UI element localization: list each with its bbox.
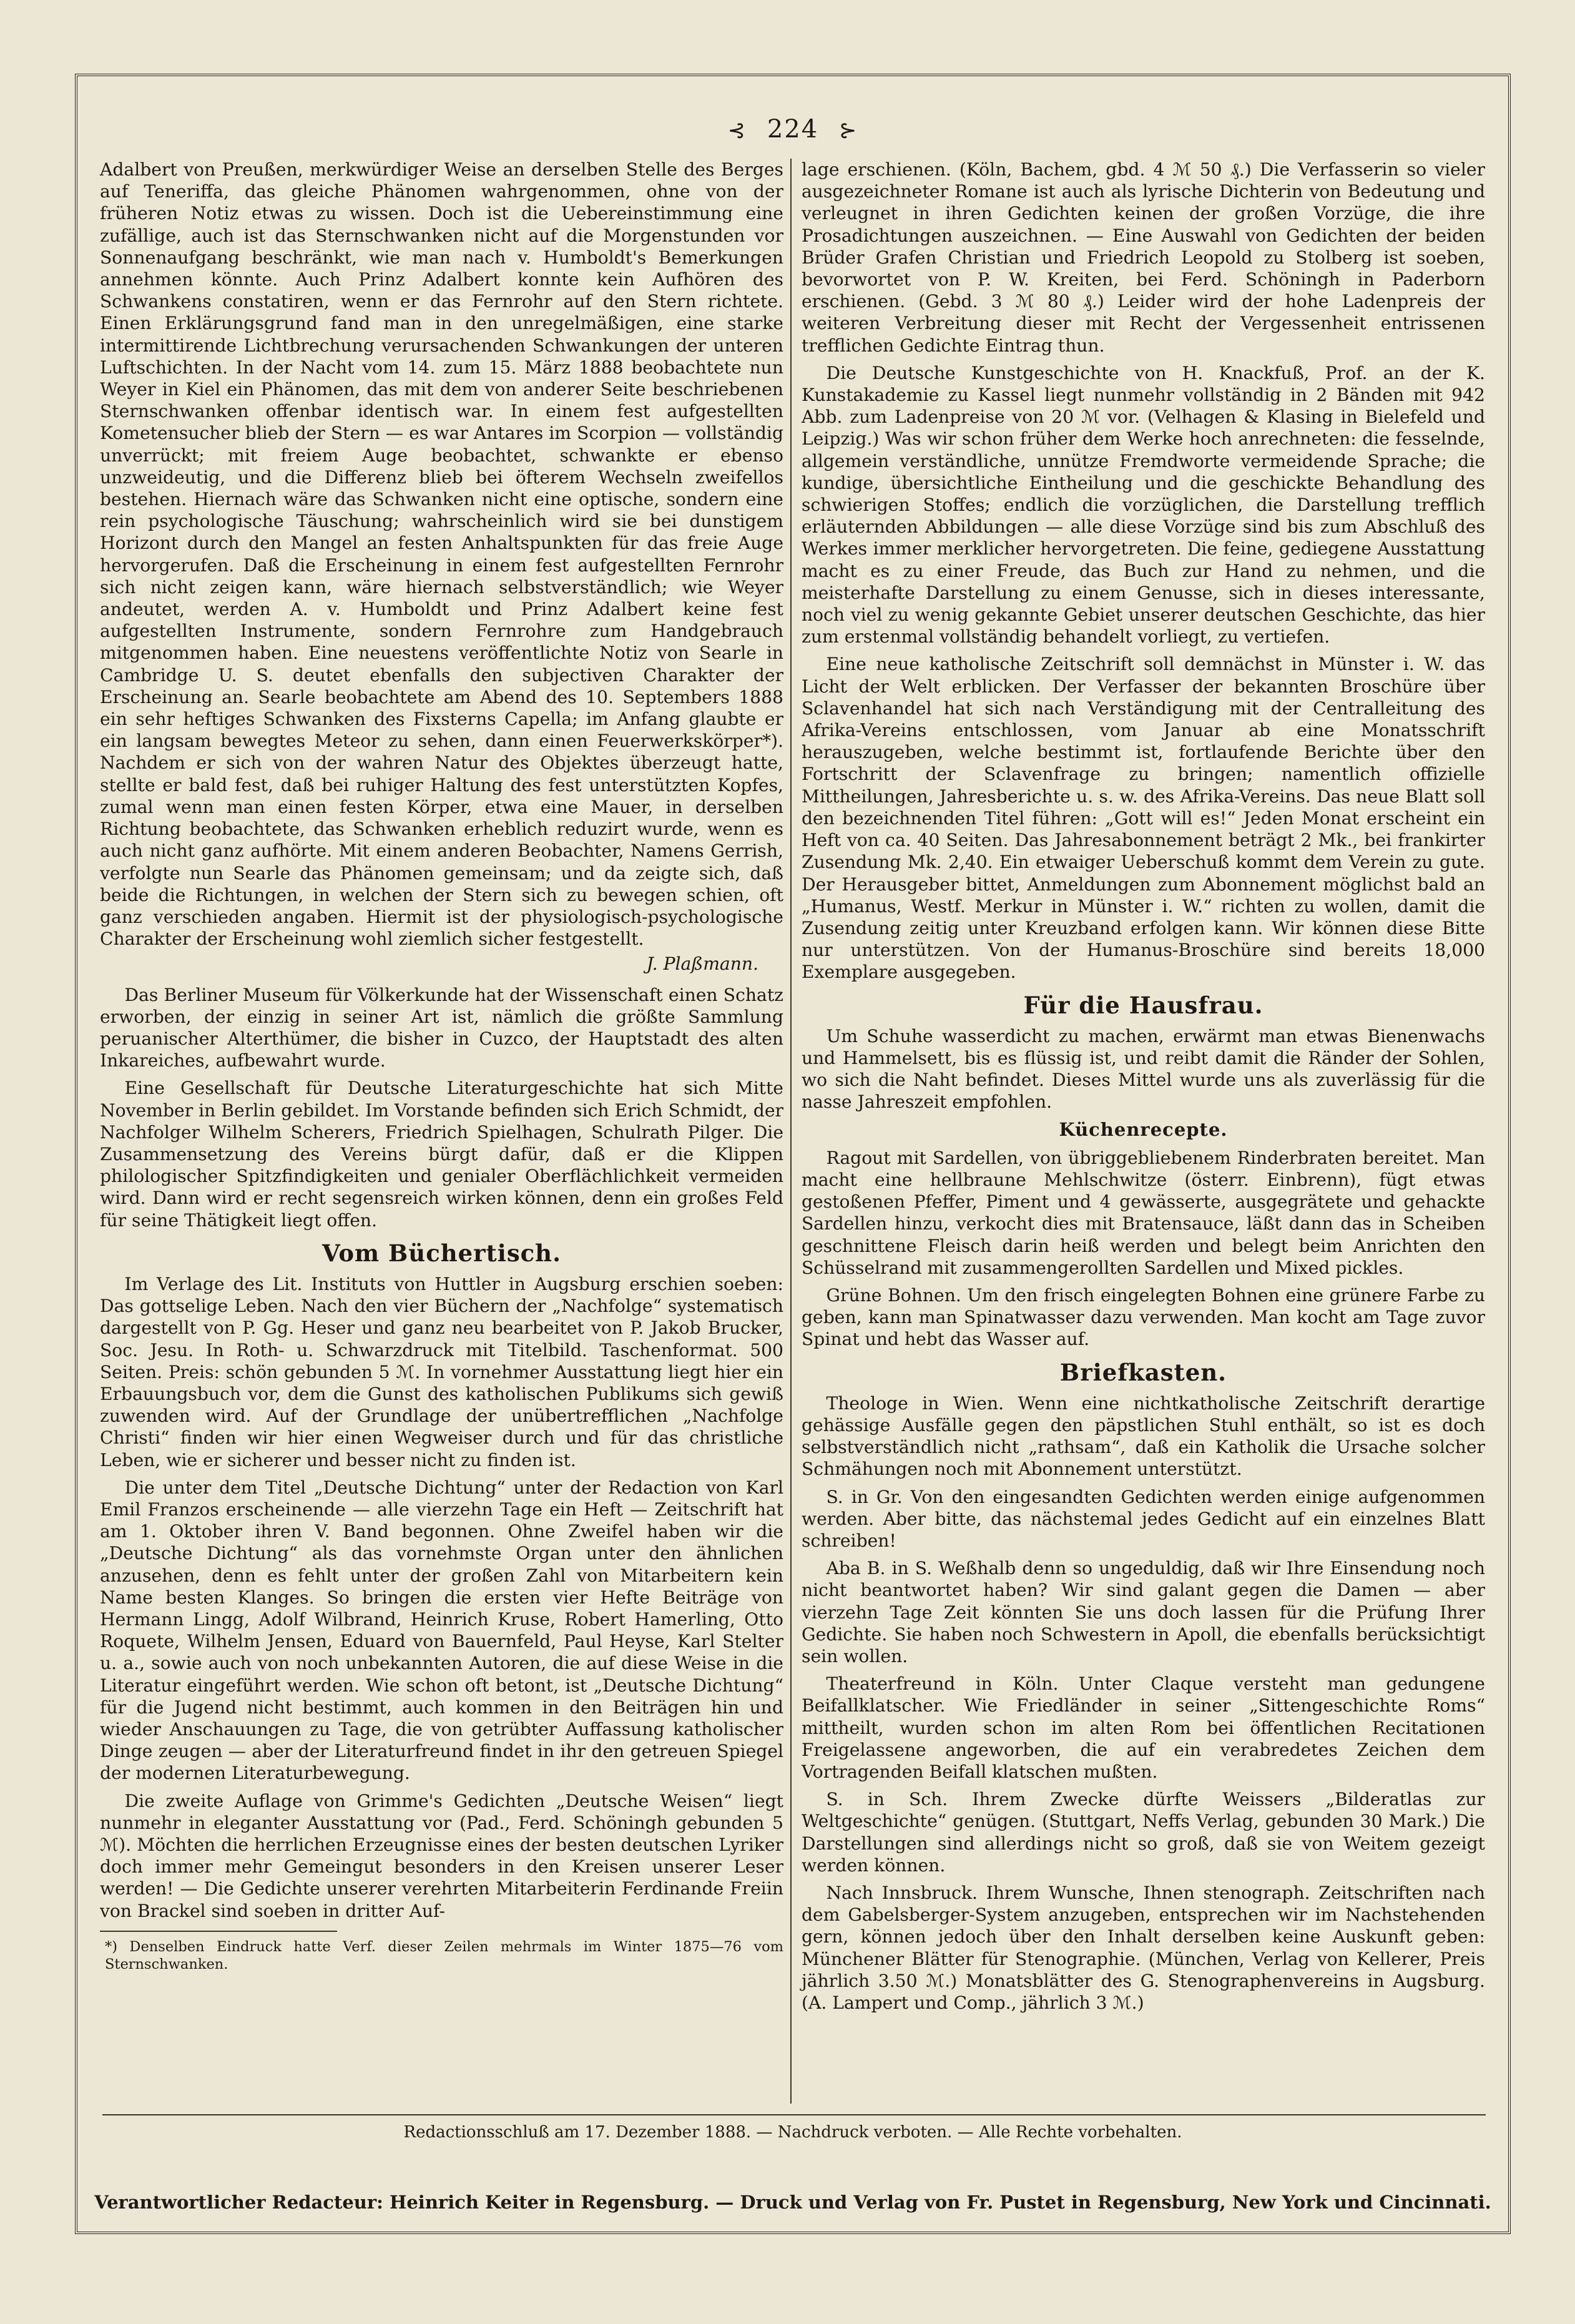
paragraph-brackel-cont: lage erschienen. (Köln, Bachem, gbd. 4 ℳ 50 ₰.) Die Verfasserin so vieler ausgezeichneter Romane ist auch als lyrische Dichterin von Bedeutung und verleugnet in ihren Gedichten keinen der großen Vorzüge, die ihre Prosadichtungen auszeichnen. — Eine Auswahl von Gedichten der beiden Brüder Grafen Christian und Friedrich Leopold zu Stolberg ist soeben, bevorwortet von P. W. Kreiten, bei Ferd. Schöningh in Paderborn erschienen. (Gebd. 3 ℳ 80 ₰.) Leider wird der hohe Ladenpreis der weiteren Verbreitung dieser mit Recht der Vergessenheit entrissenen trefflichen Gedichte Eintrag thun. (802, 159, 1485, 356)
paragraph-gottselige-leben: Im Verlage des Lit. Instituts von Huttler in Augsburg erschien soeben: Das gottselige Leben. Nach den vier Büchern der „Nachfolge“ systematisch dargestellt von P. Gg. Heser und ganz neu bearbeitet von P. Jakob Brucker, Soc. Jesu. In Roth- u. Schwarzdruck mit Titelbild. Taschenformat. 500 Seiten. Preis: schön gebunden 5 ℳ. In vornehmer Ausstattung liegt hier ein Erbauungsbuch vor, dem die Gunst des katholischen Publikums sich gewiß zuwenden wird. Auf der Grundlage der unübertrefflichen „Nachfolge Christi“ finden wir hier einen Wegweiser durch und für das christliche Leben, wie er sicherer und besser nicht zu finden ist. (100, 1273, 783, 1470)
page-frame (75, 74, 1511, 2234)
paragraph-bohnen: Grüne Bohnen. Um den frisch eingelegten Bohnen eine grünere Farbe zu geben, kann man Spinatwasser dazu verwenden. Man kocht am Tage zuvor Spinat und hebt das Wasser auf. (802, 1284, 1485, 1350)
closing-note: Redactionsschluß am 17. Dezember 1888. — Nachdruck verboten. — Alle Rechte vorbehalten. (403, 2123, 1182, 2142)
paragraph-ragout: Ragout mit Sardellen, von übriggebliebenem Rinderbraten bereitet. Man macht eine hellbraune Mehlschwitze (österr. Einbrenn), fügt etwas gestoßenen Pfeffer, Piment und 4 gewässerte, ausgegrätete und gehackte Sardellen hinzu, verkocht dies mit Bratensauce, läßt dann das in Scheiben geschnittene Fleisch darin heiß werden und belegt beim Anrichten den Schüsselrand mit zusammengerollten Sardellen und Mixed pickles. (802, 1147, 1485, 1278)
paragraph-grimme: Die zweite Auflage von Grimme's Gedichten „Deutsche Weisen“ liegt nunmehr in eleganter Ausstattung vor (Pad., Ferd. Schöningh gebunden 5 ℳ). Möchten die herrlichen Erzeugnisse eines der besten deutschen Lyriker doch immer mehr Gemeingut besonders in den Kreisen unserer Leser werden! — Die Gedichte unserer verehrten Mitarbeiterin Ferdinande Freiin von Brackel sind soeben in dritter Auf- (100, 1790, 783, 1921)
subheading-kuechenrecepte: Küchenrecepte. (1059, 1118, 1228, 1140)
paragraph-sternschwanken: Adalbert von Preußen, merkwürdiger Weise an derselben Stelle des Berges auf Teneriffa, das gleiche Phänomen wahrgenommen, ohne von der früheren Notiz etwas zu wissen. Doch ist die Uebereinstimmung eine zufällige, auch ist das Sternschwanken nicht auf die Morgenstunden vor Sonnenaufgang beschränkt, wie man nach v. Humboldt's Bemerkungen annehmen könnte. Auch Prinz Adalbert konnte kein Aufhören des Schwankens constatiren, wenn er das Fernrohr auf den Stern richtete. Einen Erklärungsgrund fand man in den unregelmäßigen, eine starke intermittirende Lichtbrechung verursachenden Schwankungen der unteren Luftschichten. In der Nacht vom 14. zum 15. März 1888 beobachtete nun Weyer in Kiel ein Phänomen, das mit dem von anderer Seite beschriebenen Sternschwanken offenbar identisch war. In einem fest aufgestellten Kometensucher blieb der Stern — es war Antares im Scorpion — vollständig unverrückt; mit freiem Auge beobachtet, schwankte er ebenso unzweideutig, und die Differenz blieb bei öfterem Wechseln zweifellos bestehen. Hiernach wäre das Schwanken nicht eine optische, sondern eine rein psychologische Täuschung; wahrscheinlich wird sie bei dunstigem Horizont durch den Mangel an festen Anhaltspunkten für das freie Auge hervorgerufen. Daß die Erscheinung in einem fest aufgestellten Fernrohr sich nicht zeigen kann, wäre hiernach selbstverständlich; wie Weyer andeutet, werden A. v. Humboldt und Prinz Adalbert keine fest aufgestellten Instrumente, sondern Fernrohre zum Handgebrauch mitgenommen haben. Eine neuestens veröffentlichte Notiz von Searle in Cambridge U. S. deutet ebenfalls den subjectiven Charakter der Erscheinung an. Searle beobachtete am Abend des 10. Septembers 1888 ein sehr heftiges Schwanken des Fixsterns Capella; im Anfang glaubte er ein langsam bewegtes Meteor zu sehen, dann einen Feuerwerkskörper*). Nachdem er sich von der wahren Natur des Objektes überzeugt hatte, stellte er bald fest, daß bei ruhiger Haltung des fest unterstützten Kopfes, zumal wenn man einen festen Körper, etwa eine Mauer, in derselben Richtung beobachtete, das Schwanken erheblich reduzirt wurde, wenn es auch nicht ganz aufhörte. Mit einem anderen Beobachter, Namens Gerrish, verfolgte nun Searle das Phänomen gemeinsam; und da zeigte sich, daß beide die Richtungen, in welchen der Stern sich zu bewegen schien, oft ganz verschieden angaben. Hiermit ist der physiologisch-psychologische Charakter der Erscheinung wohl ziemlich sicher festgestellt. (100, 159, 783, 950)
paragraph-literaturgeschichte: Eine Gesellschaft für Deutsche Literaturgeschichte hat sich Mitte November in Berlin gebildet. Im Vorstande befinden sich Erich Schmidt, der Nachfolger Wilhelm Scherers, Friedrich Spielhagen, Schulrath Pilger. Die Zusammensetzung des Vereins bürgt dafür, daß er die Klippen philologischer Spitzfindigkeiten und genialer Oberflächlichkeit vermeiden wird. Dann wird er recht segensreich wirken können, denn ein großes Feld für seine Thätigkeit liegt offen. (100, 1078, 783, 1231)
letter-s-gr: S. in Gr. Von den eingesandten Gedichten werden einige aufgenommen werden. Aber bitte, das nächstemal jedes Gedicht auf ein einzelnes Blatt schreiben! (802, 1486, 1485, 1551)
author-signature: J. Plaßmann. (646, 953, 758, 975)
footnote-divider (100, 1931, 337, 1932)
left-column (100, 159, 783, 1973)
letter-innsbruck: Nach Innsbruck. Ihrem Wunsche, Ihnen stenograph. Zeitschriften nach dem Gabelsberger-System anzugeben, entsprechen wir im Nachstehenden gern, können jedoch über den Inhalt derselben keine Auskunft geben: Münchener Blätter für Stenographie. (München, Verlag von Kellerer, Preis jährlich 3.50 ℳ.) Monatsblätter des G. Stenographenvereins in Augsburg. (A. Lampert und Comp., jährlich 3 ℳ.) (802, 1883, 1485, 2014)
closing-divider (102, 2114, 1486, 2115)
section-heading-buechertisch: Vom Büchertisch. (322, 1239, 561, 1267)
paragraph-museum: Das Berliner Museum für Völkerkunde hat der Wissenschaft einen Schatz erworben, der einzig in seiner Art ist, nämlich die größte Sammlung peruanischer Alterthümer, die bisher in Cuzco, der Hauptstadt des alten Inkareiches, aufbewahrt wurde. (100, 984, 783, 1071)
ornament-right-icon: ⊱ (838, 118, 858, 143)
paragraph-schuhe: Um Schuhe wasserdicht zu machen, erwärmt man etwas Bienenwachs und Hammelsett, bis es flüssig ist, und reibt damit die Ränder der Sohlen, wo sich die Naht befindet. Dieses Mittel wurde uns als zuverlässig für die nasse Jahreszeit empfohlen. (802, 1025, 1485, 1113)
right-column (802, 159, 1485, 2019)
footnote: *) Denselben Eindruck hatte Verf. dieser Zeilen mehrmals im Winter 1875—76 vom Sternschwanken. (105, 1938, 783, 1972)
section-heading-hausfrau: Für die Hausfrau. (1023, 991, 1263, 1019)
letter-aba: Aba B. in S. Weßhalb denn so ungeduldig, daß wir Ihre Einsendung noch nicht beantwortet haben? Wir sind galant gegen die Damen — aber vierzehn Tage Zeit könnten Sie uns doch lassen für die Prüfung Ihrer Gedichte. Sie haben noch Schwestern in Apoll, die ebenfalls berücksichtigt sein wollen. (802, 1558, 1485, 1667)
paragraph-zeitschrift: Eine neue katholische Zeitschrift soll demnächst in Münster i. W. das Licht der Welt erblicken. Der Verfasser der bekannten Broschüre über Sclavenhandel hat sich nach Verständigung mit der Centralleitung des Afrika-Vereins entschlossen, vom Januar ab eine Monatsschrift herauszugeben, welche bestimmt ist, fortlaufende Berichte über den Fortschritt der Sclavenfrage zu bringen; namentlich offizielle Mittheilungen, Jahresberichte u. s. w. des Afrika-Vereins. Das neue Blatt soll den bezeichnenden Titel führen: „Gott will es!“ Jeden Monat erscheint ein Heft von ca. 40 Seiten. Das Jahresabonnement beträgt 2 Mk., bei frankirter Zusendung Mk. 2,40. Ein etwaiger Ueberschuß kommt dem Verein zu gute. Der Herausgeber bittet, Anmeldungen zum Abonnement möglichst bald an „Humanus, Westf. Merkur in Münster i. W.“ richten zu wollen, damit die Zusendung zeitig unter Kreuzband erfolgen kann. Wir können diese Bitte nur unterstützen. Von der Humanus-Broschüre sind bereits 18,000 Exemplare ausgegeben. (802, 654, 1485, 983)
letter-theaterfreund: Theaterfreund in Köln. Unter Claque versteht man gedungene Beifallklatscher. Wie Friedländer in seiner „Sittengeschichte Roms“ mittheilt, wurden schon im alten Rom bei öffentlichen Recitationen Freigelassene angeworben, die auf ein verabredetes Zeichen dem Vortragenden Beifall klatschen mußten. (802, 1673, 1485, 1783)
paragraph-kunstgeschichte: Die Deutsche Kunstgeschichte von H. Knackfuß, Prof. an der K. Kunstakademie zu Kassel liegt nunmehr vollständig in 2 Bänden mit 942 Abb. zum Ladenpreise von 20 ℳ vor. (Velhagen & Klasing in Bielefeld und Leipzig.) Was wir schon früher dem Werke hoch anrechneten: die fesselnde, allgemein verständliche, unnütze Fremdworte vermeidende Sprache; die kundige, übersichtliche Eintheilung und die geschickte Behandlung des schwierigen Stoffes; endlich die vorzüglichen, die Darstellung trefflich erläuternden Abbildungen — alle diese Vorzüge sind bis zum Abschluß des Werkes immer merklicher hervorgetreten. Die feine, gediegene Ausstattung macht es zu einer Freude, das Buch zur Hand zu nehmen, und die meisterhafte Darstellung zu einem Genusse, sich in dieses interessante, noch viel zu wenig gekannte Gebiet unserer deutschen Geschichte, das hier zum erstenmal vollständig behandelt vorliegt, zu vertiefen. (802, 362, 1485, 647)
letter-theologe: Theologe in Wien. Wenn eine nichtkatholische Zeitschrift derartige gehässige Ausfälle gegen den päpstlichen Stuhl enthält, so ist es doch selbstverständlich nicht „rathsam“, daß ein Katholik die Ursache solcher Schmähungen noch mit Abonnement unterstützt. (802, 1392, 1485, 1480)
page-header (77, 115, 1508, 144)
imprint-line: Verantwortlicher Redacteur: Heinrich Keiter in Regensburg. — Druck und Verlag von Fr. Pustet in Regensburg, New York und Cincinnati. (94, 2192, 1491, 2213)
paragraph-deutsche-dichtung: Die unter dem Titel „Deutsche Dichtung“ unter der Redaction von Karl Emil Franzos erscheinende — alle vierzehn Tage ein Heft — Zeitschrift hat am 1. Oktober ihren V. Band begonnen. Ohne Zweifel haben wir die „Deutsche Dichtung“ als das vornehmste Organ unter den ähnlichen anzusehen, denn es fehlt unter der großen Zahl von Mitarbeitern kein Name besten Klanges. So bringen die ersten vier Hefte Beiträge von Hermann Lingg, Adolf Wilbrand, Heinrich Kruse, Robert Hamerling, Otto Roquete, Wilhelm Jensen, Eduard von Bauernfeld, Paul Heyse, Karl Stelter u. a., sowie auch von noch unbekannten Autoren, die auf diese Weise in die Literatur eingeführt werden. Wie schon oft betont, ist „Deutsche Dichtung“ für die Jugend nicht bestimmt, auch kommen in den Beiträgen hin und wieder Anschauungen zu Tage, die von getrübter Auffassung katholischer Dinge zeugen — aber der Literaturfreund findet in ihr den getreuen Spiegel der modernen Literaturbewegung. (100, 1477, 783, 1784)
page-number: 224 (767, 115, 819, 144)
section-heading-briefkasten: Briefkasten. (1059, 1358, 1227, 1386)
letter-s-sch: S. in Sch. Ihrem Zwecke dürfte Weissers „Bilderatlas zur Weltgeschichte“ genügen. (Stuttgart, Neffs Verlag, gebunden 30 Mark.) Die Darstellungen sind allerdings nicht so groß, daß sie von Weitem gezeigt werden können. (802, 1789, 1485, 1876)
ornament-left-icon: ⊰ (727, 118, 747, 143)
column-divider (790, 159, 792, 2104)
